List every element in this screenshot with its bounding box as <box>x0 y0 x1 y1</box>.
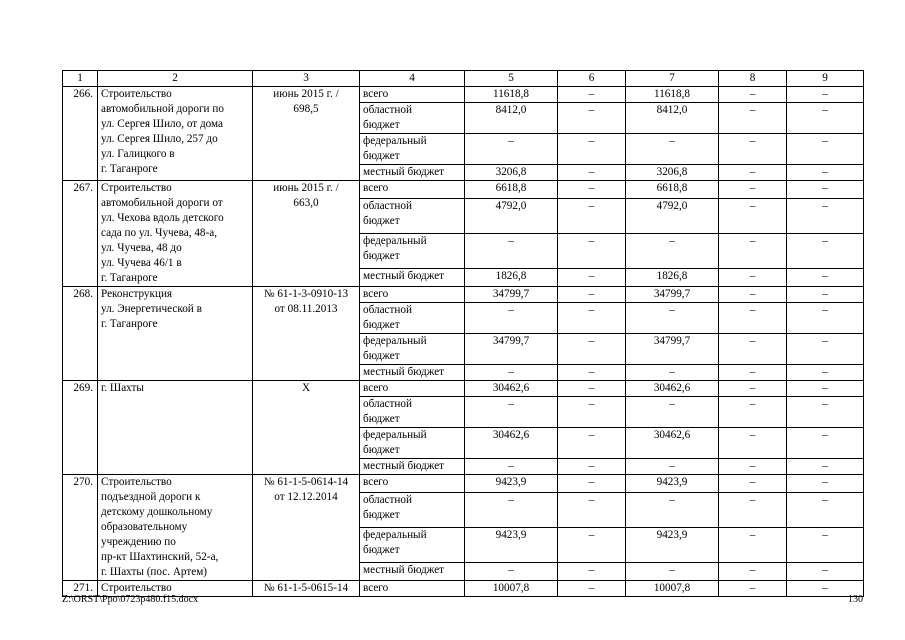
value-cell-col7: – <box>626 134 719 165</box>
funding-source <box>360 365 465 381</box>
funding-source <box>360 287 465 303</box>
value-cell-col7: 30462,6 <box>626 428 719 459</box>
value-cell-col7: 6618,8 <box>626 181 719 199</box>
object-description <box>98 287 253 381</box>
value-cell-col6: – <box>558 103 626 134</box>
value-cell-col6: – <box>558 365 626 381</box>
value-cell-col5: 30462,6 <box>465 381 558 397</box>
column-header-4: 4 <box>360 71 465 87</box>
text-line: бюджет <box>363 350 400 362</box>
value-cell-col6: – <box>558 303 626 334</box>
table-row <box>63 87 864 103</box>
text-line: всего <box>363 182 389 194</box>
record-number: 269. <box>63 381 98 475</box>
text-line: № 61-1-5-0615-14 <box>263 582 349 594</box>
value-cell-col9: – <box>787 428 864 459</box>
text-line: г. Шахты <box>101 382 144 394</box>
value-cell-col8: – <box>719 428 787 459</box>
funding-source <box>360 103 465 134</box>
value-cell-col7: 8412,0 <box>626 103 719 134</box>
text-line: Строительство <box>101 182 172 194</box>
table-row <box>63 381 864 397</box>
text-line: ул. Чучева, 48 до <box>101 242 182 254</box>
value-cell-col6: – <box>558 233 626 268</box>
value-cell-col7: 1826,8 <box>626 268 719 286</box>
text-line: бюджет <box>363 319 400 331</box>
value-cell-col7: – <box>626 365 719 381</box>
value-cell-col8: – <box>719 397 787 428</box>
value-cell-col8: – <box>719 581 787 597</box>
text-line: автомобильной дороги от <box>101 197 223 209</box>
funding-source <box>360 87 465 103</box>
record-number: 271. <box>63 581 98 597</box>
value-cell-col8: – <box>719 365 787 381</box>
page-number: 130 <box>848 594 863 605</box>
text-line: 698,5 <box>293 103 319 115</box>
table-row <box>63 181 864 199</box>
funding-source <box>360 381 465 397</box>
text-line: местный бюджет <box>363 366 445 378</box>
value-cell-col9: – <box>787 493 864 528</box>
value-cell-col6: – <box>558 493 626 528</box>
value-cell-col9: – <box>787 181 864 199</box>
value-cell-col7: 10007,8 <box>626 581 719 597</box>
text-line: бюджет <box>363 444 400 456</box>
value-cell-col9: – <box>787 303 864 334</box>
text-line: автомобильной дороги по <box>101 103 224 115</box>
value-cell-col9: – <box>787 381 864 397</box>
value-cell-col6: – <box>558 527 626 562</box>
value-cell-col7: – <box>626 233 719 268</box>
text-line: ул. Сергея Шило, от дома <box>101 118 224 130</box>
permit-info <box>253 475 360 581</box>
value-cell-col6: – <box>558 581 626 597</box>
funding-source <box>360 459 465 475</box>
value-cell-col8: – <box>719 165 787 181</box>
text-line: областной <box>363 494 412 507</box>
value-cell-col5: – <box>465 303 558 334</box>
budget-table <box>62 70 864 597</box>
funding-source <box>360 581 465 597</box>
funding-source <box>360 334 465 365</box>
text-line: областной <box>363 104 412 116</box>
text-line: областной <box>363 200 412 213</box>
text-line: № 61-1-5-0614-14 <box>263 476 349 488</box>
value-cell-col9: – <box>787 87 864 103</box>
value-cell-col9: – <box>787 527 864 562</box>
text-line: всего <box>363 88 389 100</box>
value-cell-col9: – <box>787 562 864 580</box>
funding-source <box>360 475 465 493</box>
text-line: г. Таганроге <box>101 163 158 175</box>
header-row <box>63 71 864 87</box>
permit-info <box>253 181 360 287</box>
value-cell-col5: 30462,6 <box>465 428 558 459</box>
value-cell-col5: – <box>465 459 558 475</box>
text-line: бюджет <box>363 509 400 522</box>
text-line: Строительство <box>101 582 172 594</box>
text-line: образовательному <box>101 521 188 533</box>
text-line: г. Шахты (пос. Артем) <box>101 566 208 578</box>
value-cell-col7: – <box>626 397 719 428</box>
text-line: ул. Чехова вдоль детского <box>101 212 224 224</box>
value-cell-col8: – <box>719 287 787 303</box>
value-cell-col6: – <box>558 134 626 165</box>
text-line: областной <box>363 398 412 410</box>
text-line: местный бюджет <box>363 166 445 178</box>
object-description <box>98 381 253 475</box>
value-cell-col9: – <box>787 287 864 303</box>
value-cell-col7: 34799,7 <box>626 334 719 365</box>
value-cell-col6: – <box>558 459 626 475</box>
text-line: федеральный <box>363 335 427 347</box>
value-cell-col6: – <box>558 87 626 103</box>
value-cell-col7: 30462,6 <box>626 381 719 397</box>
text-line: бюджет <box>363 413 400 425</box>
text-line: всего <box>363 288 389 300</box>
object-description <box>98 475 253 581</box>
value-cell-col9: – <box>787 268 864 286</box>
value-cell-col9: – <box>787 233 864 268</box>
value-cell-col6: – <box>558 397 626 428</box>
value-cell-col8: – <box>719 268 787 286</box>
text-line: федеральный <box>363 429 427 441</box>
value-cell-col6: – <box>558 268 626 286</box>
record-number: 267. <box>63 181 98 287</box>
text-line: ул. Чучева 46/1 в <box>101 257 182 269</box>
value-cell-col5: 10007,8 <box>465 581 558 597</box>
column-header-3: 3 <box>253 71 360 87</box>
text-line: местный бюджет <box>363 269 445 282</box>
value-cell-col8: – <box>719 303 787 334</box>
funding-source <box>360 303 465 334</box>
funding-source <box>360 233 465 268</box>
text-line: бюджет <box>363 249 400 262</box>
value-cell-col5: – <box>465 134 558 165</box>
value-cell-col8: – <box>719 87 787 103</box>
text-line: от 08.11.2013 <box>274 303 338 315</box>
text-line: бюджет <box>363 215 400 228</box>
value-cell-col5: 9423,9 <box>465 527 558 562</box>
funding-source <box>360 493 465 528</box>
text-line: всего <box>363 476 389 488</box>
value-cell-col5: 34799,7 <box>465 334 558 365</box>
text-line: июнь 2015 г. / <box>273 182 339 194</box>
funding-source <box>360 527 465 562</box>
value-cell-col6: – <box>558 562 626 580</box>
text-line: № 61-1-3-0910-13 <box>263 288 349 300</box>
column-header-6: 6 <box>558 71 626 87</box>
value-cell-col8: – <box>719 103 787 134</box>
funding-source <box>360 199 465 234</box>
value-cell-col6: – <box>558 165 626 181</box>
value-cell-col6: – <box>558 381 626 397</box>
value-cell-col5: 4792,0 <box>465 199 558 234</box>
value-cell-col8: – <box>719 181 787 199</box>
value-cell-col6: – <box>558 475 626 493</box>
value-cell-col8: – <box>719 459 787 475</box>
column-header-7: 7 <box>626 71 719 87</box>
text-line: г. Таганроге <box>101 318 158 330</box>
value-cell-col6: – <box>558 428 626 459</box>
funding-source <box>360 134 465 165</box>
value-cell-col7: 11618,8 <box>626 87 719 103</box>
text-line: от 12.12.2014 <box>274 491 338 503</box>
value-cell-col7: 4792,0 <box>626 199 719 234</box>
value-cell-col7: 34799,7 <box>626 287 719 303</box>
value-cell-col6: – <box>558 199 626 234</box>
value-cell-col5: 8412,0 <box>465 103 558 134</box>
value-cell-col7: – <box>626 562 719 580</box>
value-cell-col9: – <box>787 103 864 134</box>
text-line: пр-кт Шахтинский, 52-а, <box>101 551 219 563</box>
text-line: сада по ул. Чучева, 48-а, <box>101 227 218 239</box>
text-line: г. Таганроге <box>101 272 158 284</box>
value-cell-col8: – <box>719 475 787 493</box>
value-cell-col9: – <box>787 134 864 165</box>
column-header-1: 1 <box>63 71 98 87</box>
text-line: федеральный <box>363 135 427 147</box>
column-header-9: 9 <box>787 71 864 87</box>
value-cell-col7: – <box>626 459 719 475</box>
value-cell-col9: – <box>787 475 864 493</box>
text-line: бюджет <box>363 543 400 556</box>
table-body <box>63 71 864 597</box>
value-cell-col9: – <box>787 199 864 234</box>
text-line: Строительство <box>101 476 172 488</box>
text-line: местный бюджет <box>363 563 445 576</box>
value-cell-col8: – <box>719 233 787 268</box>
funding-source <box>360 562 465 580</box>
text-line: ул. Галицкого в <box>101 148 175 160</box>
table-row <box>63 475 864 493</box>
value-cell-col9: – <box>787 165 864 181</box>
value-cell-col7: – <box>626 303 719 334</box>
text-line: федеральный <box>363 528 427 541</box>
text-line: Строительство <box>101 88 172 100</box>
value-cell-col9: – <box>787 397 864 428</box>
text-line: ул. Энергетической в <box>101 303 202 315</box>
value-cell-col8: – <box>719 527 787 562</box>
text-line: подъездной дороги к <box>101 491 201 503</box>
value-cell-col5: 34799,7 <box>465 287 558 303</box>
value-cell-col5: 11618,8 <box>465 87 558 103</box>
permit-info <box>253 581 360 597</box>
text-line: ул. Сергея Шило, 257 до <box>101 133 218 145</box>
text-line: всего <box>363 582 389 594</box>
value-cell-col6: – <box>558 334 626 365</box>
column-header-8: 8 <box>719 71 787 87</box>
text-line: учреждению по <box>101 536 176 548</box>
value-cell-col9: – <box>787 365 864 381</box>
value-cell-col5: 6618,8 <box>465 181 558 199</box>
value-cell-col5: 3206,8 <box>465 165 558 181</box>
value-cell-col7: 9423,9 <box>626 475 719 493</box>
column-header-5: 5 <box>465 71 558 87</box>
value-cell-col6: – <box>558 287 626 303</box>
object-description <box>98 181 253 287</box>
funding-source <box>360 428 465 459</box>
value-cell-col5: – <box>465 365 558 381</box>
value-cell-col9: – <box>787 581 864 597</box>
value-cell-col5: 1826,8 <box>465 268 558 286</box>
text-line: детскому дошкольному <box>101 506 213 518</box>
value-cell-col8: – <box>719 334 787 365</box>
value-cell-col5: 9423,9 <box>465 475 558 493</box>
permit-info <box>253 381 360 475</box>
text-line: всего <box>363 382 389 394</box>
value-cell-col7: – <box>626 493 719 528</box>
record-number: 266. <box>63 87 98 181</box>
footer-file-path: Z:\ORST\Ppo\0723p480.f15.docx <box>62 594 199 605</box>
text-line: июнь 2015 г. / <box>273 88 339 100</box>
value-cell-col9: – <box>787 334 864 365</box>
record-number: 268. <box>63 287 98 381</box>
text-line: бюджет <box>363 119 400 131</box>
text-line: бюджет <box>363 150 400 162</box>
value-cell-col5: – <box>465 233 558 268</box>
funding-source <box>360 397 465 428</box>
funding-source <box>360 181 465 199</box>
permit-info <box>253 287 360 381</box>
text-line: Реконструкция <box>101 288 173 300</box>
funding-source <box>360 268 465 286</box>
value-cell-col8: – <box>719 134 787 165</box>
value-cell-col5: – <box>465 562 558 580</box>
text-line: местный бюджет <box>363 460 445 472</box>
value-cell-col8: – <box>719 493 787 528</box>
value-cell-col8: – <box>719 562 787 580</box>
text-line: Х <box>301 382 311 394</box>
value-cell-col7: 9423,9 <box>626 527 719 562</box>
permit-info <box>253 87 360 181</box>
value-cell-col5: – <box>465 397 558 428</box>
funding-source <box>360 165 465 181</box>
value-cell-col8: – <box>719 199 787 234</box>
text-line: 663,0 <box>293 197 319 209</box>
value-cell-col8: – <box>719 381 787 397</box>
text-line: федеральный <box>363 234 427 247</box>
record-number: 270. <box>63 475 98 581</box>
value-cell-col5: – <box>465 493 558 528</box>
object-description <box>98 87 253 181</box>
value-cell-col6: – <box>558 181 626 199</box>
value-cell-col7: 3206,8 <box>626 165 719 181</box>
text-line: областной <box>363 304 412 316</box>
value-cell-col9: – <box>787 459 864 475</box>
column-header-2: 2 <box>98 71 253 87</box>
table-row <box>63 287 864 303</box>
